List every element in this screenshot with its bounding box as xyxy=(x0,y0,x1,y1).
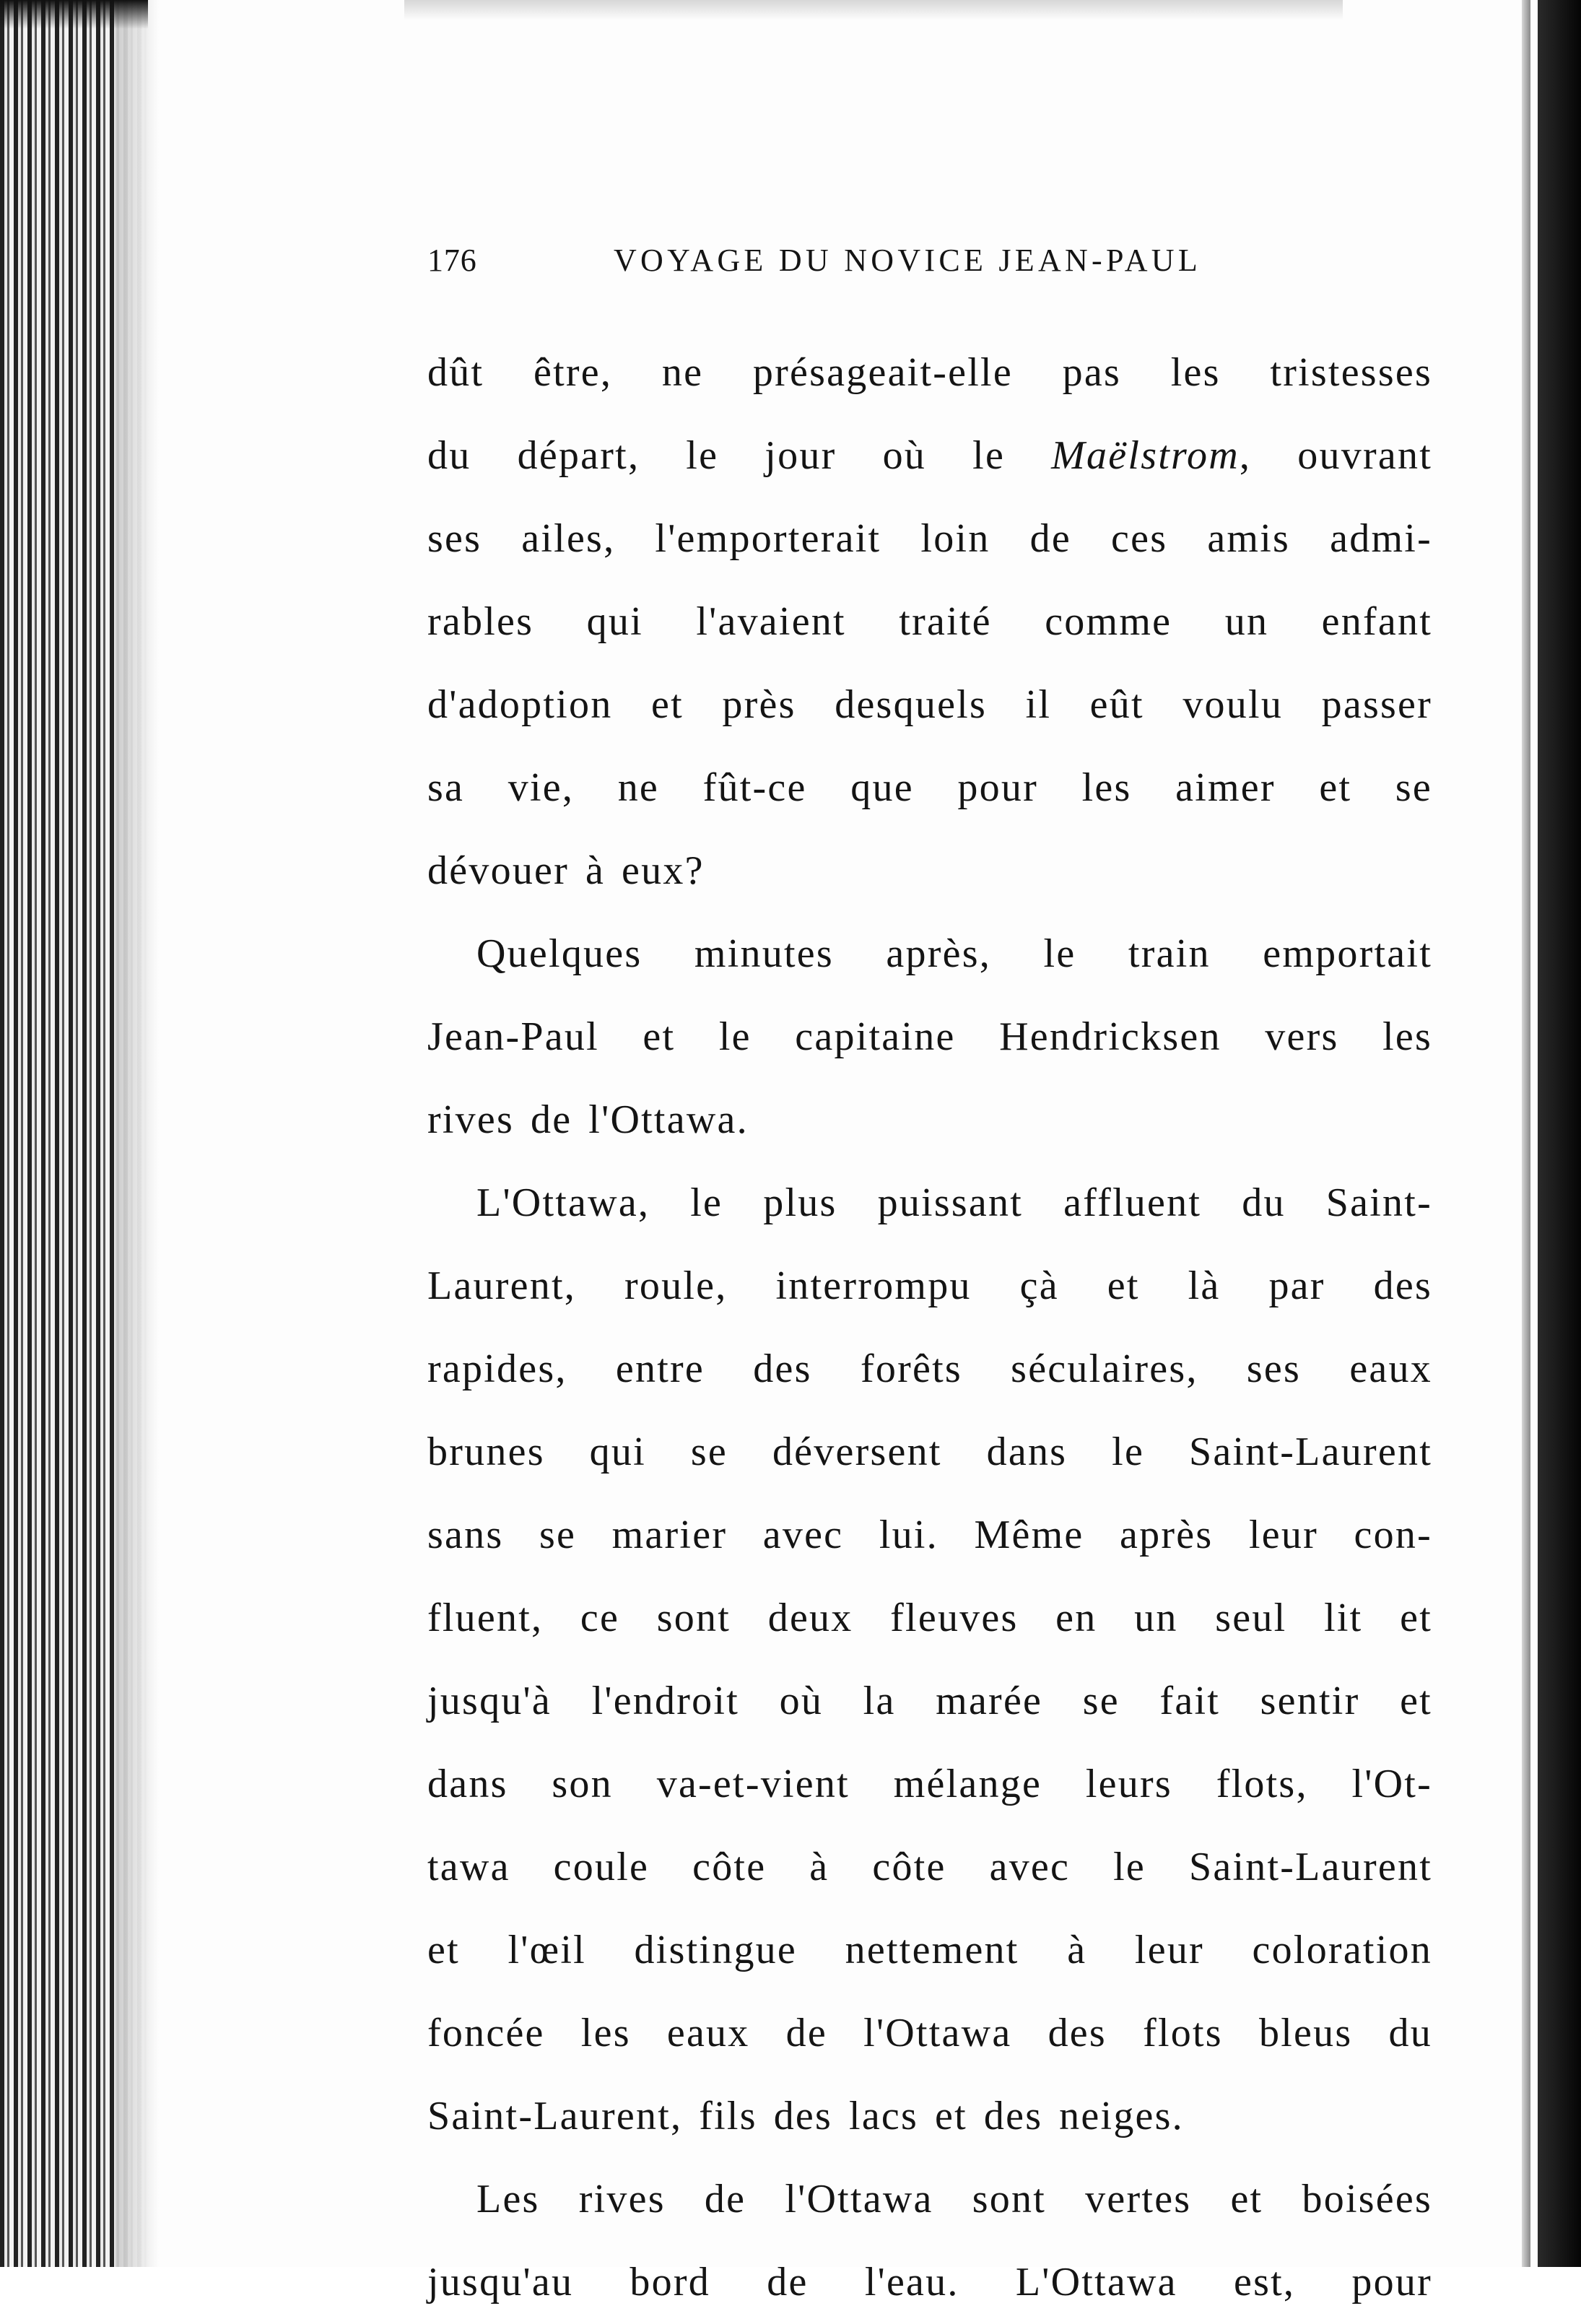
top-scan-smudge xyxy=(404,0,1343,20)
text-line: foncée les eaux de l'Ottawa des flots bleus du xyxy=(427,2011,1432,2055)
text-fragment: , ouvrant xyxy=(1239,433,1432,478)
text-line: brunes qui se déversent dans le Saint-Laurent xyxy=(427,1429,1432,1474)
text-line: dans son va-et-vient mélange leurs flots, l'Ot- xyxy=(427,1762,1432,1806)
text-line: rives de l'Ottawa. xyxy=(427,1097,749,1142)
text-line: sans se marier avec lui. Même après leur con- xyxy=(427,1513,1432,1557)
text-fragment: du départ, le jour où le xyxy=(427,433,1052,478)
text-line: dût être, ne présageait-elle pas les tristesses xyxy=(427,350,1432,395)
text-line: tawa coule côte à côte avec le Saint-Laurent xyxy=(427,1845,1432,1889)
text-line: d'adoption et près desquels il eût voulu passer xyxy=(427,682,1432,727)
corner-shadow xyxy=(0,0,148,29)
right-page-edge xyxy=(1522,0,1530,2267)
ship-name-italic: Maëlstrom xyxy=(1051,433,1240,478)
text-line: fluent, ce sont deux fleuves en un seul lit et xyxy=(427,1596,1432,1640)
text-line: Laurent, roule, interrompu çà et là par des xyxy=(427,1263,1432,1308)
text-line: rables qui l'avaient traité comme un enfant xyxy=(427,599,1432,644)
text-line: Jean-Paul et le capitaine Hendricksen vers les xyxy=(427,1014,1432,1059)
text-line: ses ailes, l'emporterait loin de ces amis admi- xyxy=(427,516,1432,561)
page-content xyxy=(427,242,1432,2324)
paragraph-first-line: L'Ottawa, le plus puissant affluent du Saint- xyxy=(476,1180,1432,1225)
running-head xyxy=(427,242,1432,292)
text-line xyxy=(427,414,1432,497)
text-line: sa vie, ne fût-ce que pour les aimer et se xyxy=(427,765,1432,810)
body-text xyxy=(427,331,1432,2324)
text-line: rapides, entre des forêts séculaires, ses eaux xyxy=(427,1346,1432,1391)
text-line: et l'œil distingue nettement à leur coloration xyxy=(427,1928,1432,1972)
paragraph-first-line: Les rives de l'Ottawa sont vertes et boisées xyxy=(476,2177,1432,2221)
paragraph-first-line: Quelques minutes après, le train emportait xyxy=(476,931,1432,976)
right-scan-border xyxy=(1538,0,1581,2267)
page-number: 176 xyxy=(427,243,477,278)
text-line: dévouer à eux? xyxy=(427,848,705,893)
text-line: Saint-Laurent, fils des lacs et des neiges. xyxy=(427,2094,1184,2138)
gutter-shadow xyxy=(116,0,159,2267)
text-line: jusqu'à l'endroit où la marée se fait sentir et xyxy=(427,1679,1432,1723)
text-line: jusqu'au bord de l'eau. L'Ottawa est, pour xyxy=(427,2260,1432,2305)
running-title: VOYAGE DU NOVICE JEAN-PAUL xyxy=(614,243,1201,278)
